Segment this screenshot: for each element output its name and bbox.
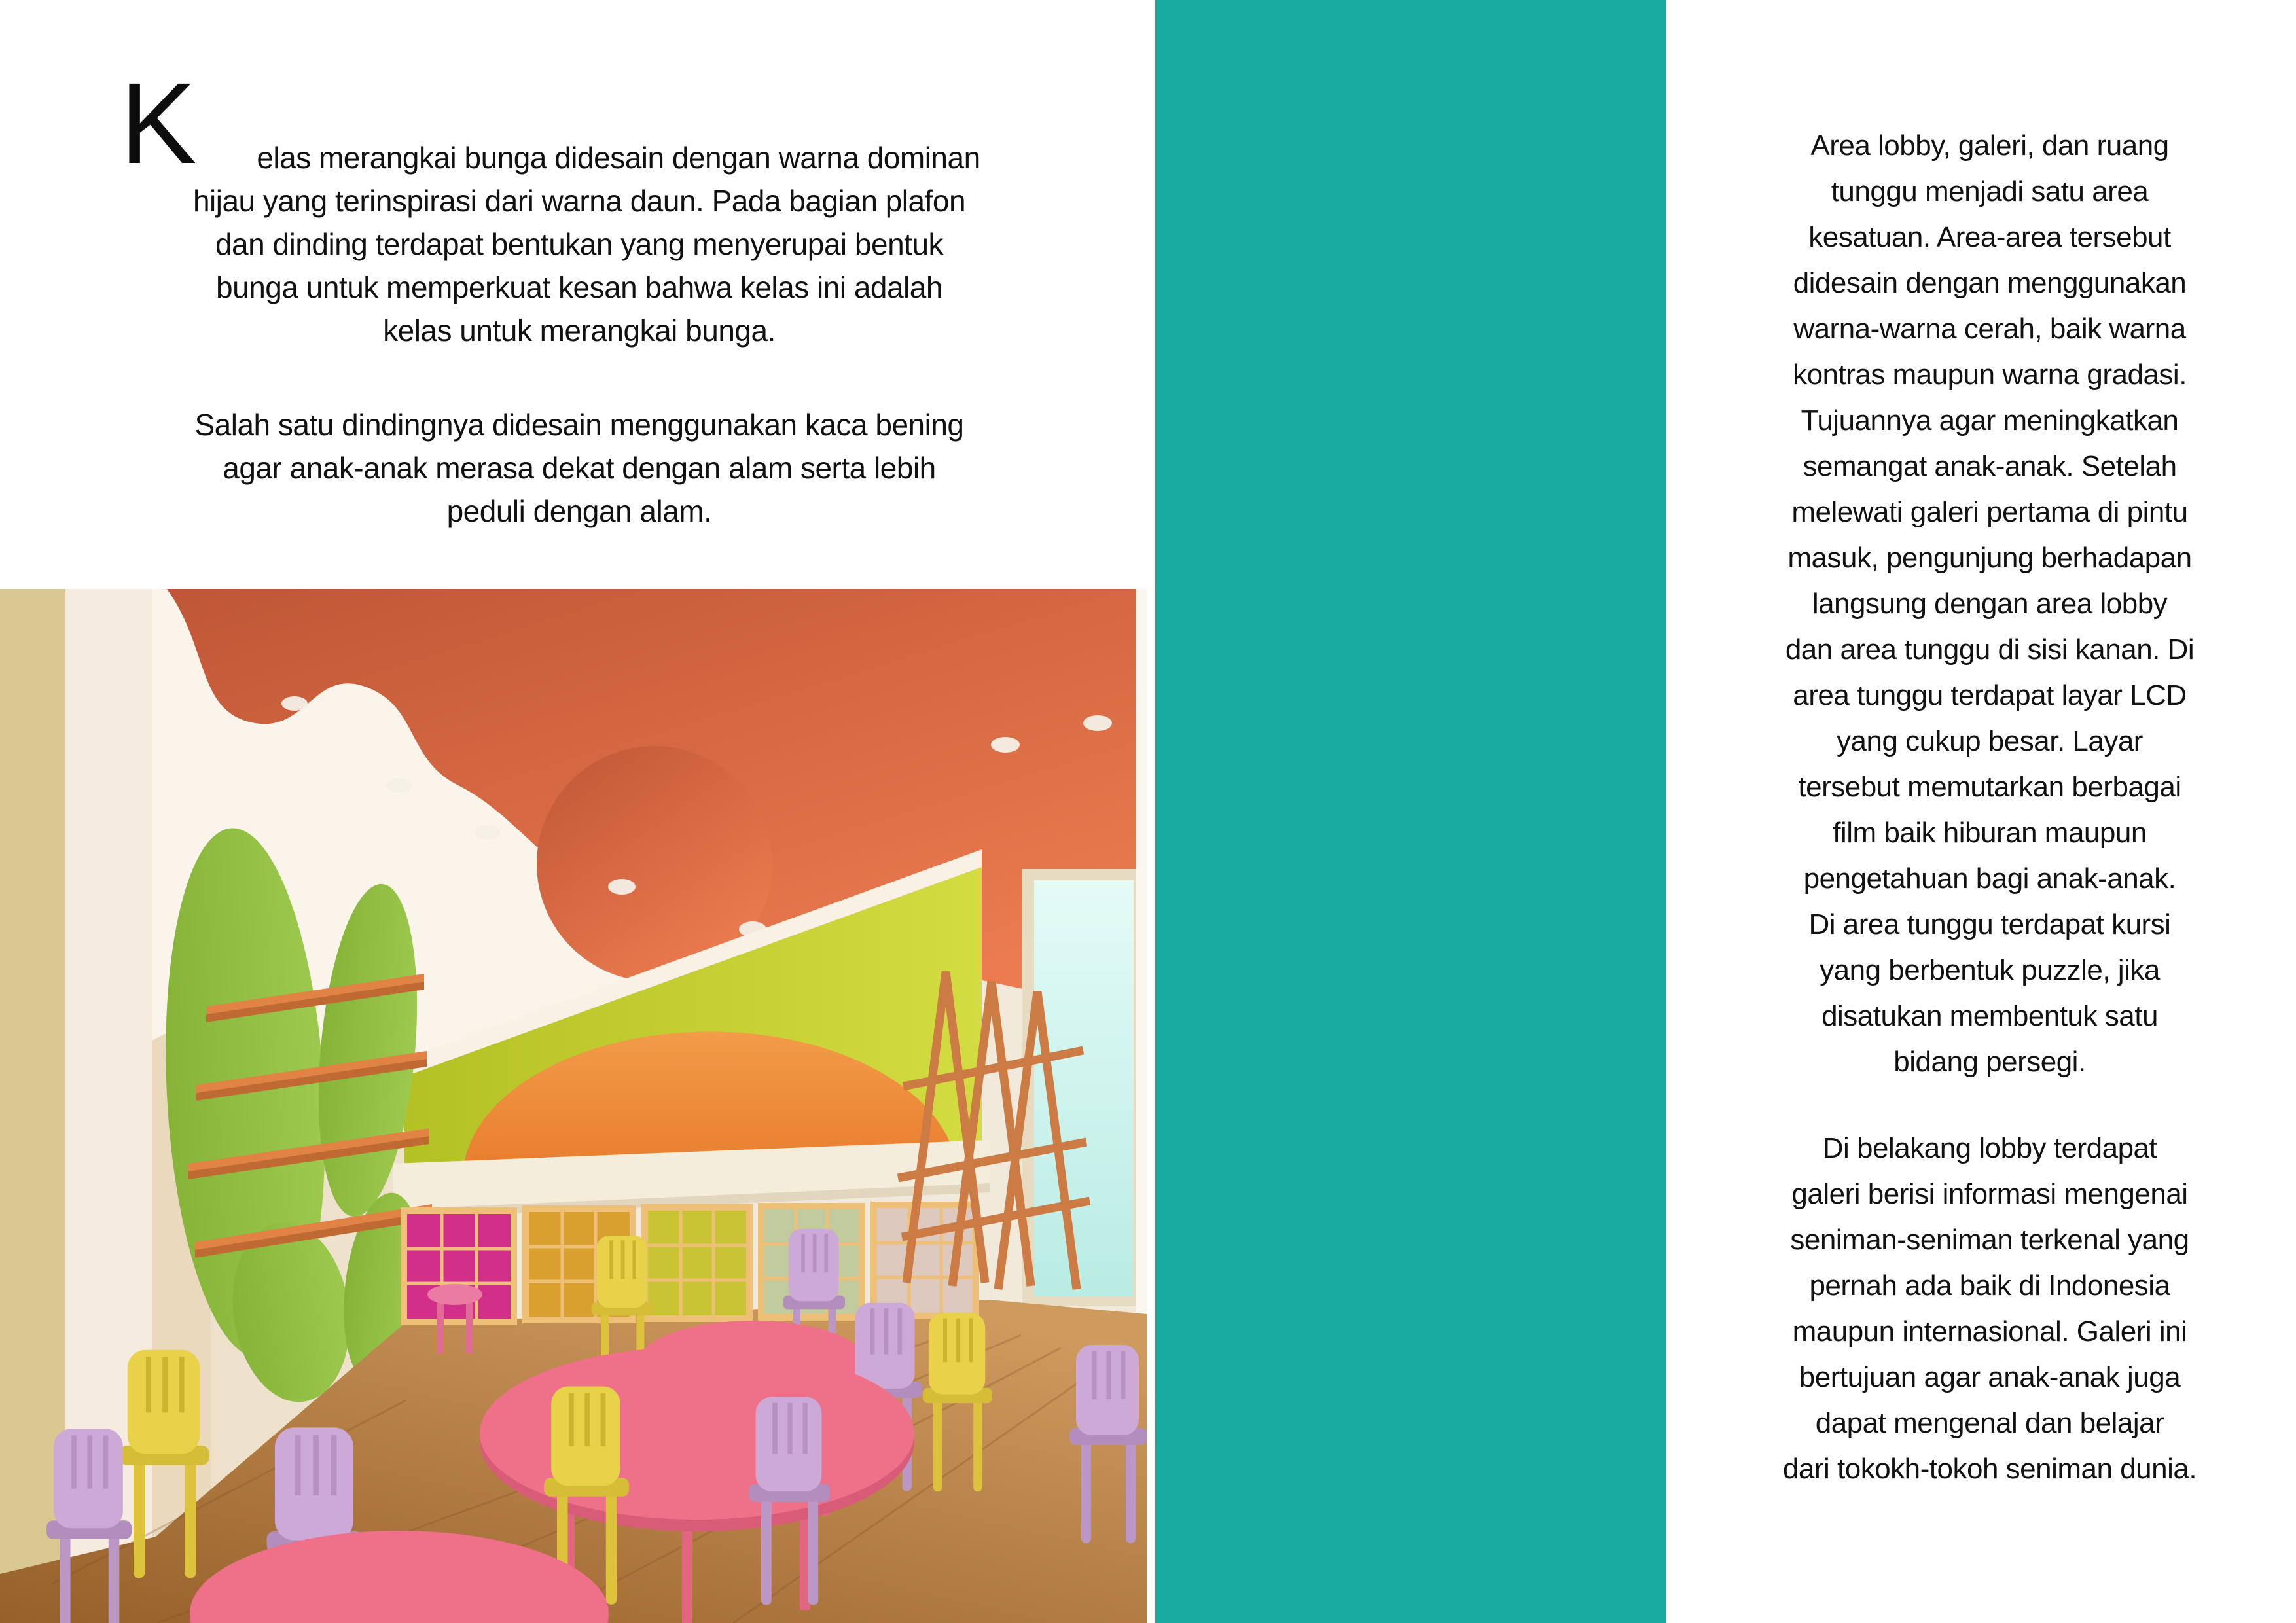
text-line: tersebut memutarkan berbagai xyxy=(1798,771,2181,803)
text-line: langsung dengan area lobby xyxy=(1812,588,2168,620)
text-line: pernah ada baik di Indonesia xyxy=(1809,1270,2170,1302)
text-line: area tunggu terdapat layar LCD xyxy=(1793,679,2187,711)
text-line: Di area tunggu terdapat kursi xyxy=(1808,908,2171,940)
text-line: dari tokokh-tokoh seniman dunia. xyxy=(1782,1453,2197,1485)
text-line: kelas untuk merangkai bunga. xyxy=(383,313,776,348)
text-line: melewati galeri pertama di pintu xyxy=(1791,496,2188,528)
text-line: film baik hiburan maupun xyxy=(1833,817,2147,849)
left-paragraph-2 xyxy=(56,403,1103,533)
text-line: masuk, pengunjung berhadapan xyxy=(1787,542,2192,574)
text-line: galeri berisi informasi mengenai xyxy=(1791,1178,2188,1210)
text-line: peduli dengan alam. xyxy=(446,494,712,528)
text-line: elas merangkai bunga didesain dengan warna dominan xyxy=(257,141,980,175)
right-paragraph-1 xyxy=(1695,123,2284,1085)
left-paragraph-1 xyxy=(56,136,1103,352)
drop-cap-letter: K xyxy=(120,60,197,188)
text-line: bunga untuk memperkuat kesan bahwa kelas ini adalah xyxy=(216,270,942,304)
text-line: semangat anak-anak. Setelah xyxy=(1803,450,2177,482)
text-line: Tujuannya agar meningkatkan xyxy=(1801,404,2179,437)
text-line: Salah satu dindingnya didesain menggunakan kaca bening xyxy=(194,408,964,442)
text-line: dan dinding terdapat bentukan yang menyerupai bentuk xyxy=(215,227,944,261)
classroom-render-photo xyxy=(0,589,1147,1623)
right-paragraph-2 xyxy=(1695,1126,2284,1492)
right-article xyxy=(1695,123,2284,1492)
text-line: yang berbentuk puzzle, jika xyxy=(1820,954,2160,986)
text-line: kesatuan. Area-area tersebut xyxy=(1808,221,2171,253)
text-line: kontras maupun warna gradasi. xyxy=(1793,359,2187,391)
text-line: yang cukup besar. Layar xyxy=(1837,725,2143,757)
text-line: hijau yang terinspirasi dari warna daun. Pada bagian plafon xyxy=(192,184,966,218)
text-line: bertujuan agar anak-anak juga xyxy=(1799,1361,2181,1393)
text-line: dapat mengenal dan belajar xyxy=(1815,1407,2164,1439)
text-line: Area lobby, galeri, dan ruang xyxy=(1810,130,2169,162)
text-line: pengetahuan bagi anak-anak. xyxy=(1803,863,2176,895)
text-line: disatukan membentuk satu xyxy=(1821,1000,2158,1032)
text-line: Di belakang lobby terdapat xyxy=(1822,1132,2157,1164)
cabinet-magenta xyxy=(401,1207,517,1325)
text-line: tunggu menjadi satu area xyxy=(1831,175,2149,207)
classroom-illustration xyxy=(0,589,1147,1623)
text-line: agar anak-anak merasa dekat dengan alam serta lebih xyxy=(223,451,936,485)
text-line: warna-warna cerah, baik warna xyxy=(1793,313,2186,345)
text-line: dan area tunggu di sisi kanan. Di xyxy=(1785,633,2195,666)
divider-band xyxy=(1155,0,1666,1623)
text-line: didesain dengan menggunakan xyxy=(1793,267,2187,299)
cabinet-yellowgreen xyxy=(641,1204,753,1322)
left-article xyxy=(56,136,1103,533)
text-line: seniman-seniman terkenal yang xyxy=(1790,1224,2189,1256)
text-line: maupun internasional. Galeri ini xyxy=(1792,1315,2187,1347)
text-line: bidang persegi. xyxy=(1893,1046,2086,1078)
